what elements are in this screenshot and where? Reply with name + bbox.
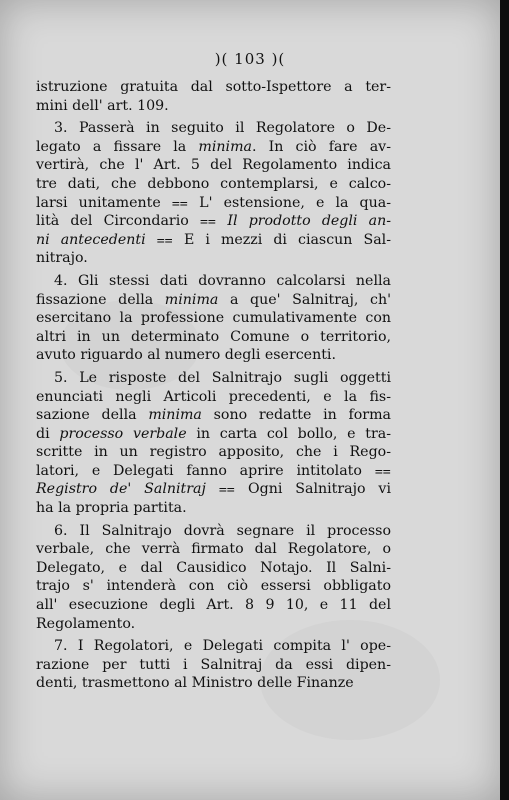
text-line xyxy=(36,406,391,425)
text-segment: altri in un determinato Comune o territorio, xyxy=(36,328,391,345)
text-segment: 7. I Regolatori, e Delegati compita l' ope- xyxy=(54,638,391,655)
text-segment: denti, trasmettono al Ministro delle Finanze xyxy=(36,675,354,692)
text-segment: scritte in un registro apposito, che i Rego- xyxy=(36,444,391,461)
text-line xyxy=(36,346,391,365)
text-segment: fissazione della xyxy=(36,291,165,308)
text-line xyxy=(36,328,391,347)
text-segment: 4. Gli stessi dati dovranno calcolarsi nella xyxy=(54,272,391,289)
text-line xyxy=(36,637,391,656)
text-line xyxy=(36,119,391,138)
text-segment: 5. Le risposte del Salnitrajo sugli oggetti xyxy=(54,369,391,386)
text-segment: a que' Salnitraj, ch' xyxy=(218,291,391,308)
text-segment: vertirà, che l' Art. 5 del Regolamento indica xyxy=(36,157,391,174)
page-number-header: )( 103 )( xyxy=(214,50,286,68)
text-segment: enunciati negli Articoli precedenti, e la fis- xyxy=(36,388,391,405)
text-line xyxy=(36,388,391,407)
text-segment: verbale, che verrà firmato dal Regolatore, o xyxy=(36,541,391,558)
text-segment: Regolamento. xyxy=(36,615,136,632)
text-line xyxy=(36,78,391,97)
text-segment: ⩵ E i mezzi di ciascun Sal- xyxy=(145,231,391,248)
text-line xyxy=(36,443,391,462)
text-line xyxy=(36,369,391,388)
text-segment: all' esecuzione degli Art. 8 9 10, e 11 del xyxy=(36,597,391,614)
text-line xyxy=(36,462,391,481)
text-line xyxy=(36,674,391,693)
text-line xyxy=(36,559,391,578)
text-segment: nitrajo. xyxy=(36,250,88,267)
text-line xyxy=(36,499,391,518)
text-segment: 6. Il Salnitrajo dovrà segnare il processo xyxy=(54,522,391,539)
italic-text-segment: processo verbale xyxy=(59,425,187,442)
text-line xyxy=(36,272,391,291)
text-segment: razione per tutti i Salnitraj da essi dipen- xyxy=(36,656,391,673)
text-segment: Delegato, e dal Causidico Notajo. Il Salni- xyxy=(36,559,391,576)
text-line xyxy=(36,138,391,157)
text-segment: ha la propria partita. xyxy=(36,500,187,517)
text-segment: istruzione gratuita dal sotto-Ispettore a ter- xyxy=(36,79,391,95)
text-segment: lità del Circondario ⩵ xyxy=(36,213,228,230)
italic-text-segment: minima xyxy=(148,407,202,424)
italic-text-segment: minima xyxy=(198,138,252,155)
text-line xyxy=(36,309,391,328)
text-line xyxy=(36,231,391,250)
text-line xyxy=(36,522,391,541)
text-line xyxy=(36,656,391,675)
text-line xyxy=(36,156,391,175)
text-segment: sazione della xyxy=(36,407,149,424)
text-segment: avuto riguardo al numero degli esercenti. xyxy=(36,347,336,364)
text-segment: in carta col bollo, e tra- xyxy=(186,425,391,442)
text-line xyxy=(36,615,391,634)
italic-text-segment: Registro de' Salnitraj xyxy=(36,481,206,498)
text-line xyxy=(36,540,391,559)
text-segment: esercitano la professione cumulativamente con xyxy=(36,310,391,327)
text-segment: latori, e Delegati fanno aprire intitolato ⩵ xyxy=(36,462,391,479)
text-line xyxy=(36,175,391,194)
text-line xyxy=(36,480,391,499)
text-segment: sono redatte in forma xyxy=(201,407,391,424)
text-line xyxy=(36,249,391,268)
italic-text-segment: ni antecedenti xyxy=(36,231,146,248)
text-line xyxy=(36,596,391,615)
text-line xyxy=(36,291,391,310)
italic-text-segment: Il prodotto degli an- xyxy=(227,213,392,230)
body-text xyxy=(36,78,391,693)
text-segment: tre dati, che debbono contemplarsi, e calco- xyxy=(36,175,391,192)
book-spine-shadow xyxy=(500,0,509,800)
text-segment: mini dell' art. 109. xyxy=(36,97,169,114)
text-line xyxy=(36,194,391,213)
text-segment: ⩵ Ogni Salnitrajo vi xyxy=(205,481,391,498)
text-segment: legato a fissare la xyxy=(36,138,199,155)
text-line xyxy=(36,577,391,596)
text-segment: trajo s' intenderà con ciò essersi obbligato xyxy=(36,578,391,595)
text-line xyxy=(36,212,391,231)
text-line xyxy=(36,425,391,444)
text-segment: di xyxy=(36,425,60,442)
text-segment: 3. Passerà in seguito il Regolatore o De- xyxy=(54,120,391,137)
text-line xyxy=(36,97,391,116)
text-segment: . In ciò fare av- xyxy=(251,138,391,155)
text-segment: larsi unitamente ⩵ L' estensione, e la qua- xyxy=(36,194,391,211)
italic-text-segment: minima xyxy=(164,291,219,308)
